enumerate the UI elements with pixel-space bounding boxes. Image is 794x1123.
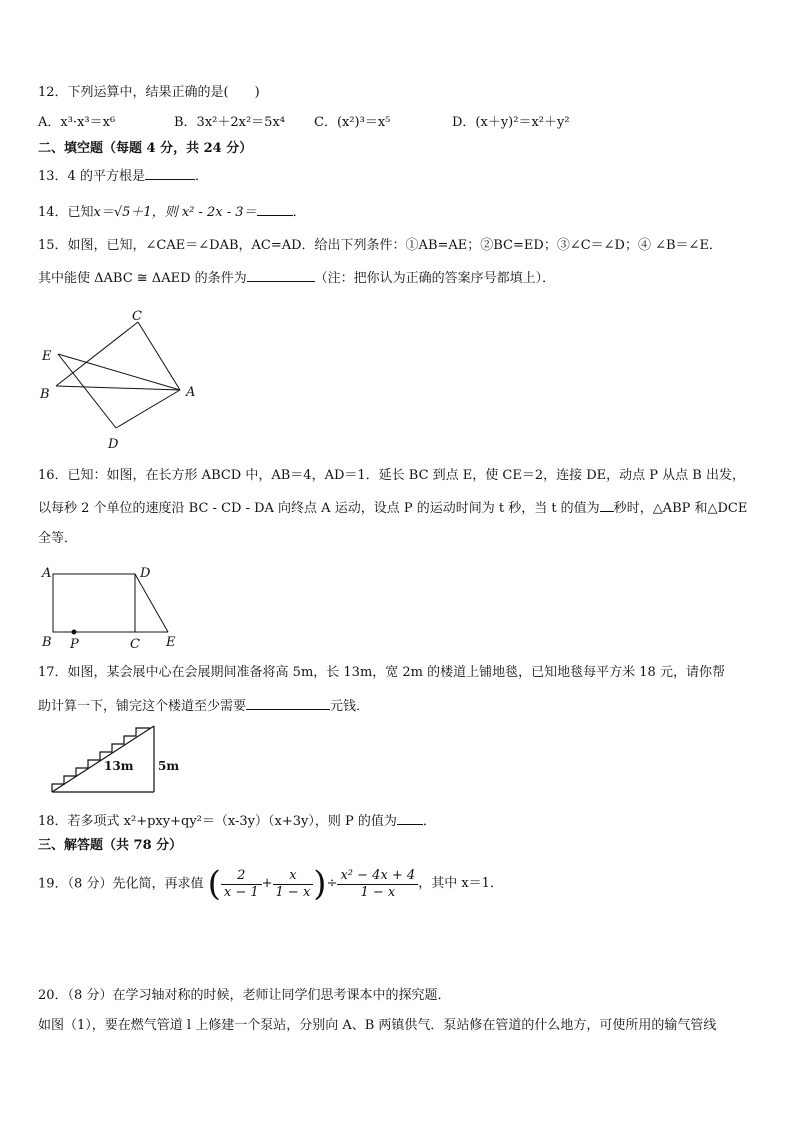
q15-note: （注：把你认为正确的答案序号都填上）． bbox=[314, 271, 556, 286]
q13-end: ． bbox=[194, 169, 208, 184]
q18-end: ． bbox=[422, 814, 436, 829]
label-A: A bbox=[42, 566, 52, 581]
fraction-3: $\frac{\text{x² − 4x + 4}}{1 - x}$ bbox=[337, 868, 418, 901]
plus-sign: + bbox=[261, 876, 273, 891]
label-A: A bbox=[186, 385, 196, 400]
label-C: C bbox=[130, 637, 140, 652]
fraction-1: $\frac{2}{x - 1}$ bbox=[221, 868, 262, 901]
q15-line-1: 15．如图，已知，∠CAE＝∠DAB，AC=AD．给出下列条件：①AB=AE；②BC=ED；③∠C＝∠D；④ ∠B＝∠E． bbox=[38, 238, 722, 253]
label-B: B bbox=[40, 387, 50, 402]
label-C: C bbox=[132, 309, 142, 324]
answer-blank bbox=[247, 268, 315, 282]
q16-suffix: 秒时，△ABP 和△DCE bbox=[613, 501, 748, 516]
q15-triangle-figure bbox=[36, 306, 206, 456]
q20-line-1: 20．（8 分）在学习轴对称的时候，老师让同学们思考课本中的探究题． bbox=[38, 988, 451, 1003]
q17-suffix: 元钱． bbox=[330, 699, 370, 714]
label-P: P bbox=[70, 637, 79, 652]
q16-rectangle-figure bbox=[36, 560, 196, 652]
label-E: E bbox=[42, 349, 52, 364]
q14-expression: x＝√5＋1，则 x² - 2x - 3＝ bbox=[93, 205, 257, 220]
q16-line-3: 全等． bbox=[38, 531, 78, 546]
label-slope: 13m bbox=[104, 759, 134, 773]
fraction-2: $\frac{x}{1 - x}$ bbox=[273, 868, 314, 901]
q16-prefix: 以每秒 2 个单位的速度沿 BC - CD - DA 向终点 A 运动，设点 P 的运动时间为 t 秒，当 t 的值为 bbox=[38, 501, 600, 516]
q14 bbox=[38, 202, 306, 222]
q13-text: 13．4 的平方根是 bbox=[38, 169, 145, 184]
q14-prefix: 14．已知 bbox=[38, 205, 94, 220]
q17-line-1: 17．如图，某会展中心在会展期间准备将高 5m，长 13m，宽 2m 的楼道上铺地毯，已知地毯每平方米 18 元，请你帮 bbox=[38, 665, 725, 680]
answer-blank bbox=[397, 811, 423, 825]
label-height: 5m bbox=[158, 759, 180, 773]
q18-text: 18．若多项式 x²+pxy+qy²＝（x-3y）（x+3y），则 P 的值为 bbox=[38, 814, 397, 829]
label-B: B bbox=[42, 635, 52, 650]
q16-line-2 bbox=[38, 498, 747, 518]
answer-blank bbox=[600, 498, 614, 512]
q19 bbox=[38, 864, 503, 905]
q20-line-2: 如图（1），要在燃气管道 l 上修建一个泵站，分别向 A、B 两镇供气．泵站修在管道的什么地方，可使所用的输气管线 bbox=[38, 1018, 717, 1033]
label-D: D bbox=[140, 566, 151, 581]
answer-blank bbox=[246, 696, 330, 710]
q15-line-2 bbox=[38, 268, 555, 288]
answer-blank bbox=[145, 166, 195, 180]
divide-sign: ÷ bbox=[326, 876, 338, 891]
q15-prefix: 其中能使 ΔABC ≅ ΔAED 的条件为 bbox=[38, 271, 247, 286]
q12-option-b: B．3x²＋2x²＝5x⁴ bbox=[174, 115, 285, 130]
q12-stem: 12．下列运算中，结果正确的是( ) bbox=[38, 85, 260, 100]
right-paren: ) bbox=[313, 864, 327, 904]
section-3-heading: 三、解答题（共 78 分） bbox=[38, 838, 183, 853]
q12-option-a: A．x³·x³＝x⁶ bbox=[38, 115, 116, 130]
q14-end: ． bbox=[292, 205, 306, 220]
label-D: D bbox=[108, 437, 119, 452]
q19-prefix: 19．（8 分）先化简，再求值 bbox=[38, 876, 204, 892]
point-P-dot bbox=[72, 630, 77, 635]
section-2-heading: 二、填空题（每题 4 分，共 24 分） bbox=[38, 141, 253, 156]
q13 bbox=[38, 166, 208, 186]
left-paren: ( bbox=[207, 864, 221, 904]
answer-blank bbox=[257, 202, 293, 216]
q12-option-c: C．(x²)³＝x⁵ bbox=[314, 115, 391, 130]
q17-prefix: 助计算一下，铺完这个楼道至少需要 bbox=[38, 699, 247, 714]
q16-line-1: 16．已知：如图，在长方形 ABCD 中，AB＝4，AD＝1．延长 BC 到点 E，使 CE＝2，连接 DE，动点 P 从点 B 出发， bbox=[38, 468, 745, 483]
q18 bbox=[38, 811, 436, 831]
q17-line-2 bbox=[38, 696, 369, 716]
q19-suffix: ，其中 x＝1． bbox=[418, 876, 503, 891]
q12-option-d: D．(x＋y)²＝x²＋y² bbox=[452, 115, 570, 130]
q17-staircase-figure bbox=[46, 722, 186, 798]
label-E: E bbox=[166, 635, 176, 650]
